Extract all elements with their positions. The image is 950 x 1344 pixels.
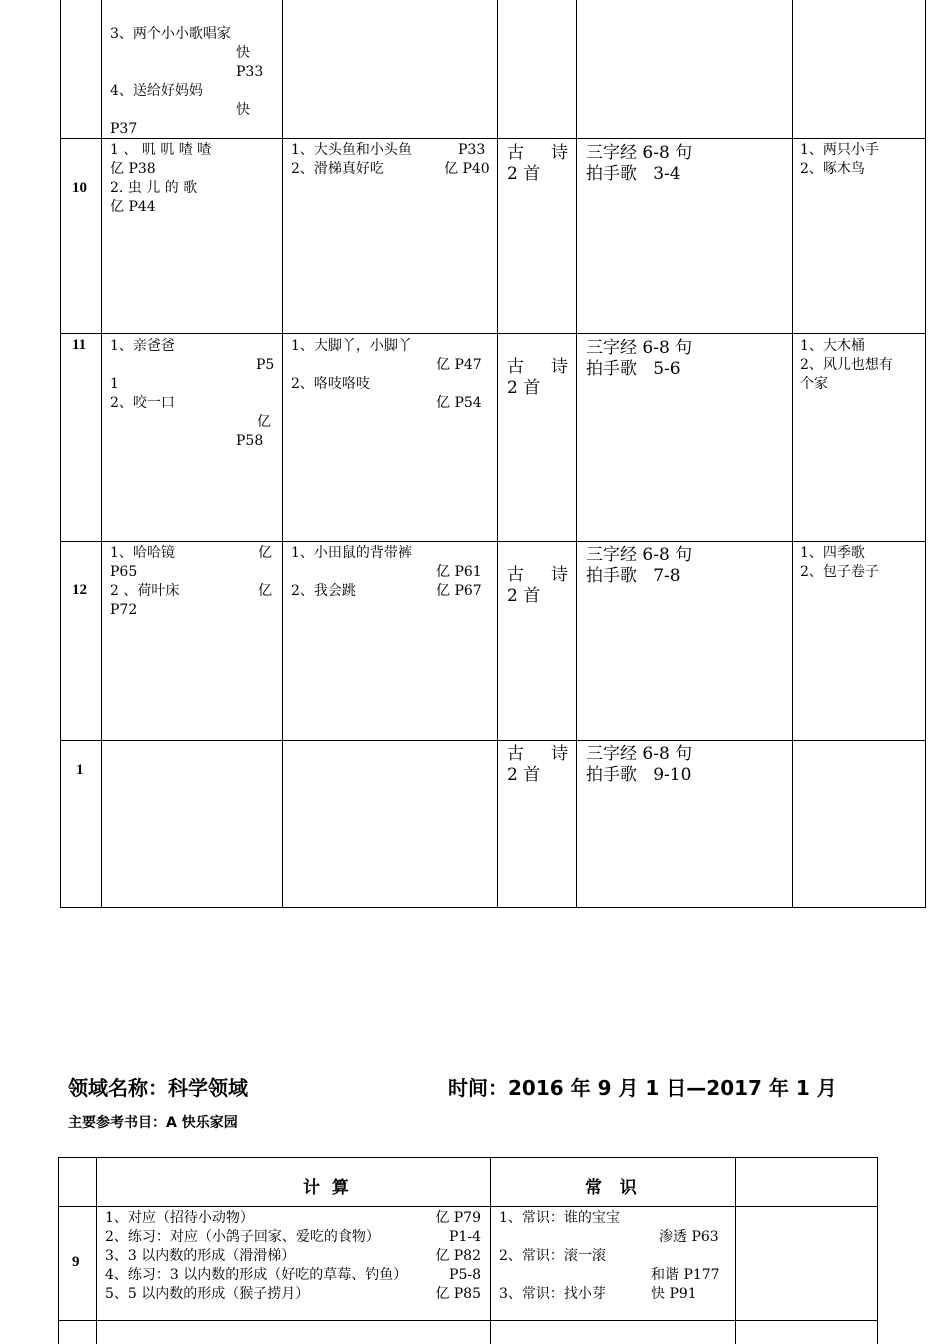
cell-text: 1、小田鼠的背带裤 (291, 545, 412, 561)
cell-text: 古 (507, 565, 524, 585)
cell-text: 古 (507, 744, 524, 764)
grid-line (490, 1157, 491, 1344)
week-number: 1 (76, 762, 84, 778)
cell-text: P65 (110, 564, 138, 580)
grid-line (58, 1206, 878, 1207)
reference-books: 主要参考书目：A 快乐家园 (68, 1115, 238, 1131)
header-common-sense: 常 识 (585, 1178, 637, 1198)
cell-text: 1、两只小手 (800, 142, 879, 158)
cell-text: 诗 (551, 357, 568, 377)
cell-text: 亿 (258, 583, 272, 599)
cell-text: 和谐 P177 (651, 1267, 720, 1283)
calc-item-ref: P1-4 (449, 1229, 481, 1245)
cell-text: 1、大头鱼和小头鱼 (291, 142, 412, 158)
cell-text: 拍手歌 5-6 (586, 359, 681, 379)
grid-line (282, 0, 283, 908)
cell-text: 亿 P47 (436, 357, 482, 373)
cell-text: 亿 P40 (444, 161, 490, 177)
grid-line (101, 0, 102, 908)
cell-text: 1、大脚丫，小脚丫 (291, 338, 412, 354)
cell-text: 亿 (258, 545, 272, 561)
cell-text: 三字经 6-8 句 (586, 338, 693, 358)
cell-text: 渗透 P63 (659, 1229, 719, 1245)
cell-text: 古 (507, 357, 524, 377)
grid-line (792, 0, 793, 908)
cell-text: 3、常识：找小芽 (499, 1286, 606, 1302)
cell-text: 个家 (800, 376, 828, 392)
cell-text: 2 、荷叶床 (110, 583, 180, 599)
week-number: 12 (72, 582, 87, 598)
calc-item: 5、5 以内数的形成（猴子捞月） (105, 1286, 310, 1302)
cell-text: 2、常识：滚一滚 (499, 1248, 606, 1264)
cell-text: P37 (110, 121, 138, 137)
calc-item-ref: 亿 P79 (435, 1210, 481, 1226)
cell-text: 亿 (257, 414, 271, 430)
cell-text: 2、咬一口 (110, 395, 175, 411)
cell-text: 1、大木桶 (800, 338, 865, 354)
cell-text: P33 (458, 142, 486, 158)
cell-text: 诗 (551, 143, 568, 163)
grid-line (58, 1157, 878, 1158)
cell-text: 亿 P44 (110, 199, 156, 215)
grid-line (925, 0, 926, 908)
cell-text: 三字经 6-8 句 (586, 744, 693, 764)
grid-line (60, 907, 926, 908)
calc-item-ref: 亿 P82 (435, 1248, 481, 1264)
cell-text: 拍手歌 3-4 (586, 164, 681, 184)
grid-line (60, 740, 926, 741)
cell-text: 2 首 (507, 164, 541, 184)
cell-text: 古 (507, 143, 524, 163)
cell-text: P5 (256, 357, 275, 373)
cell-text: 2、啄木鸟 (800, 161, 865, 177)
grid-line (96, 1157, 97, 1344)
cell-text: 三字经 6-8 句 (586, 545, 693, 565)
grid-line (735, 1157, 736, 1344)
grid-line (58, 1157, 59, 1344)
week-number: 10 (72, 180, 87, 196)
cell-text: 快 (236, 45, 250, 61)
cell-text: 2 首 (507, 586, 541, 606)
cell-text: 2、风儿也想有 (800, 357, 893, 373)
cell-text: 1 、 叽 叽 喳 喳 (110, 142, 212, 158)
cell-text: 1、常识：谁的宝宝 (499, 1210, 620, 1226)
calc-item: 2、练习：对应（小鸽子回家、爱吃的食物） (105, 1229, 380, 1245)
header-calculation: 计 算 (303, 1178, 349, 1198)
week-number: 9 (72, 1254, 80, 1270)
cell-text: 拍手歌 9-10 (586, 765, 692, 785)
grid-line (60, 138, 926, 139)
cell-text: 2 首 (507, 765, 541, 785)
cell-text: 2、咯吱咯吱 (291, 376, 370, 392)
grid-line (60, 0, 61, 908)
cell-text: 快 (236, 102, 250, 118)
cell-text: 拍手歌 7-8 (586, 566, 681, 586)
calc-item-ref: 亿 P85 (435, 1286, 481, 1302)
calc-item: 1、对应（招待小动物） (105, 1210, 254, 1226)
cell-text: 亿 P61 (436, 564, 482, 580)
cell-text: 2、我会跳 (291, 583, 356, 599)
cell-text: 3、两个小小歌唱家 (110, 26, 231, 42)
domain-title: 领域名称：科学领域 (68, 1076, 248, 1100)
grid-line (576, 0, 577, 908)
time-range: 时间：2016 年 9 月 1 日—2017 年 1 月 (448, 1076, 837, 1100)
cell-text: 亿 P54 (436, 395, 482, 411)
grid-line (60, 333, 926, 334)
cell-text: 1、四季歌 (800, 545, 865, 561)
cell-text: P72 (110, 602, 138, 618)
week-number: 11 (72, 337, 87, 353)
cell-text: 快 P91 (651, 1286, 697, 1302)
grid-line (58, 1320, 878, 1321)
cell-text: 亿 P38 (110, 161, 156, 177)
cell-text: 2、包子卷子 (800, 564, 879, 580)
cell-text: 亿 P67 (436, 583, 482, 599)
cell-text: 诗 (551, 744, 568, 764)
cell-text: 三字经 6-8 句 (586, 143, 693, 163)
calc-item: 4、练习：3 以内数的形成（好吃的草莓、钓鱼） (105, 1267, 408, 1283)
cell-text: 4、送给好妈妈 (110, 83, 203, 99)
cell-text: 2、滑梯真好吃 (291, 161, 384, 177)
cell-text: 1、亲爸爸 (110, 338, 175, 354)
grid-line (497, 0, 498, 908)
cell-text: 1、哈哈镜 (110, 545, 175, 561)
calc-item-ref: P5-8 (449, 1267, 481, 1283)
grid-line (60, 541, 926, 542)
cell-text: 1 (110, 376, 119, 392)
cell-text: P33 (236, 64, 264, 80)
cell-text: 诗 (551, 565, 568, 585)
cell-text: 2 首 (507, 378, 541, 398)
cell-text: P58 (236, 433, 264, 449)
calc-item: 3、3 以内数的形成（滑滑梯） (105, 1248, 296, 1264)
cell-text: 2. 虫 儿 的 歌 (110, 180, 198, 196)
grid-line (877, 1157, 878, 1344)
